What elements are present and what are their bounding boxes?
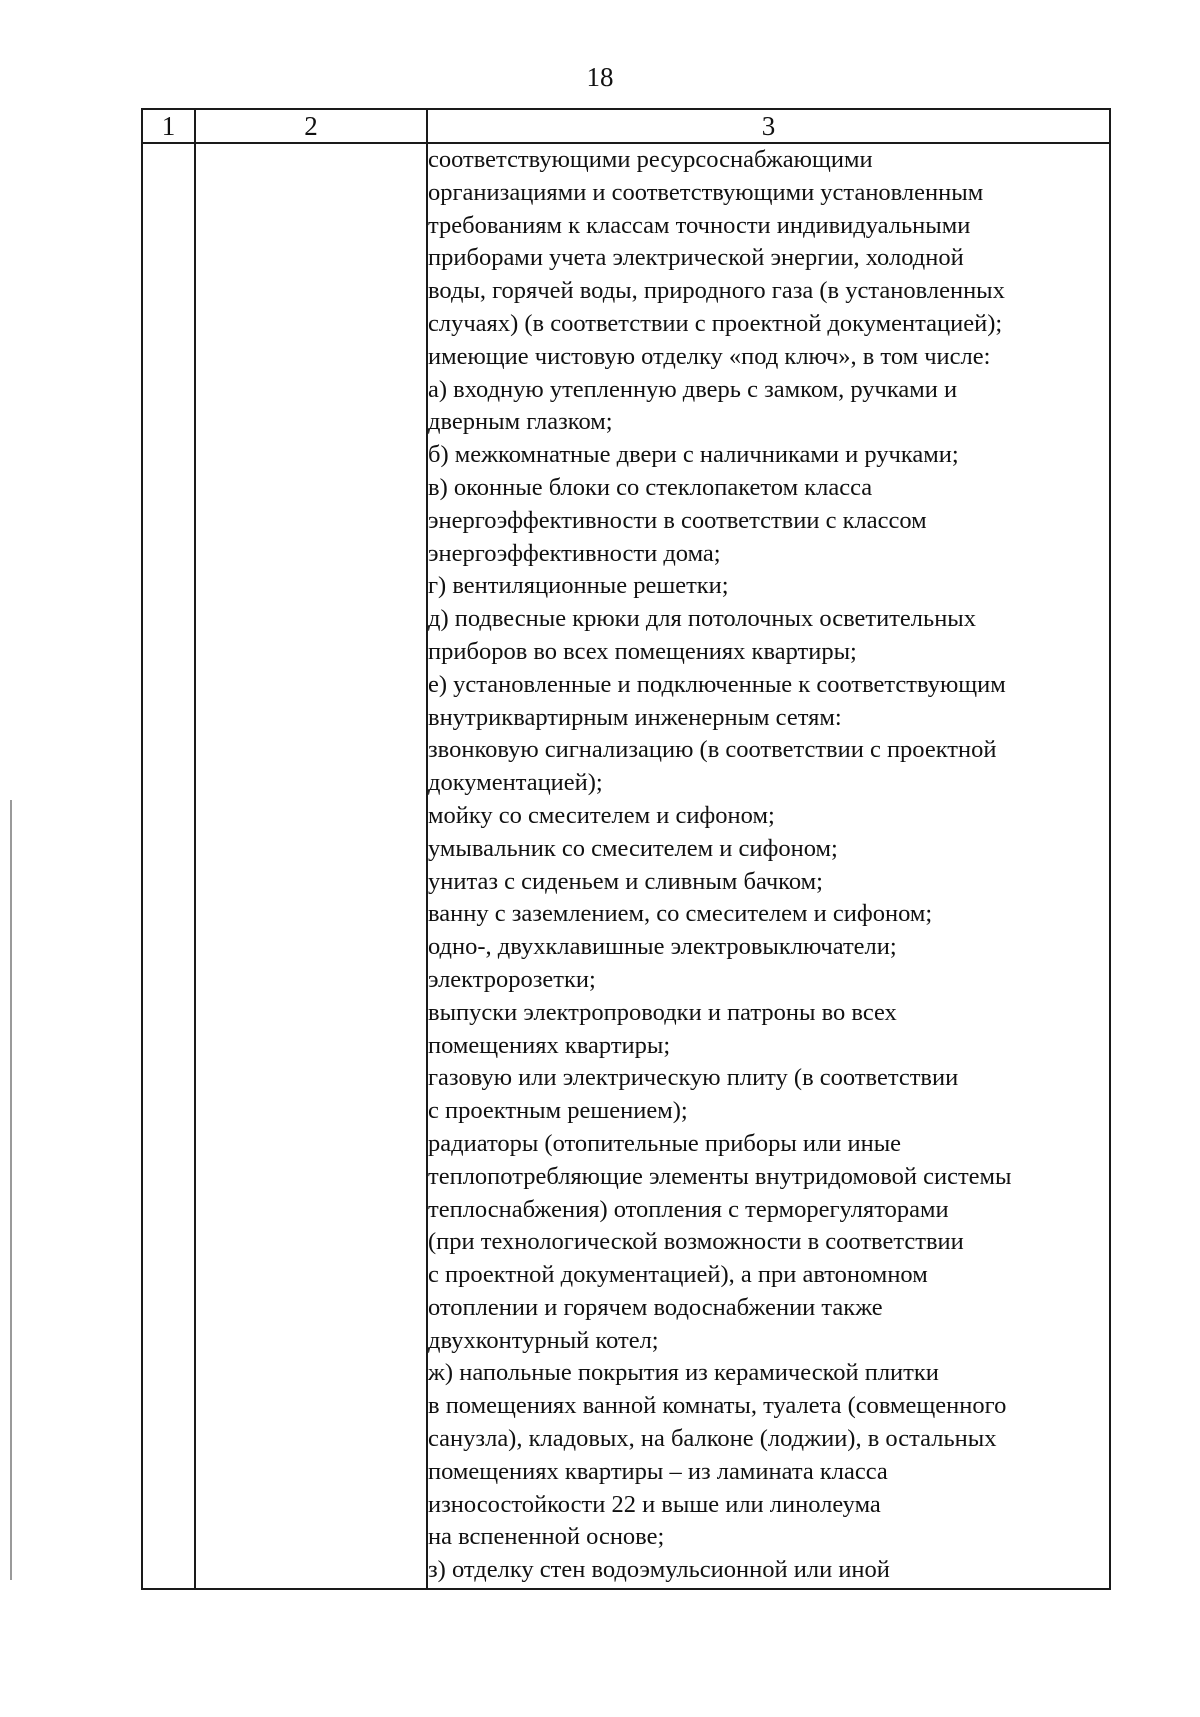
text-line: электророзетки; xyxy=(428,965,596,993)
text-line: с проектной документацией), а при автономном xyxy=(428,1261,928,1289)
text-line: требованиям к классам точности индивидуальными xyxy=(428,211,971,239)
text-line: с проектным решением); xyxy=(428,1097,688,1125)
text-line: дверным глазком; xyxy=(428,408,613,436)
text-line: радиаторы (отопительные приборы или иные xyxy=(428,1129,902,1157)
text-line: на вспененной основе; xyxy=(428,1523,665,1551)
text-line: звонковую сигнализацию (в соответствии с проектной xyxy=(428,736,997,764)
header-col-2: 2 xyxy=(195,109,427,143)
text-line: г) вентиляционные решетки; xyxy=(428,572,729,600)
header-col-3: 3 xyxy=(427,109,1110,143)
text-line: газовую или электрическую плиту (в соответствии xyxy=(428,1064,959,1092)
cell-col-3 xyxy=(427,143,1110,1589)
text-line: помещениях квартиры – из ламината класса xyxy=(428,1457,888,1485)
text-line: (при технологической возможности в соответствии xyxy=(428,1228,964,1256)
text-line: в) оконные блоки со стеклопакетом класса xyxy=(428,473,873,501)
text-line: унитаз с сиденьем и сливным бачком; xyxy=(428,867,823,895)
text-line: энергоэффективности дома; xyxy=(428,539,721,567)
text-line: соответствующими ресурсоснабжающими xyxy=(428,146,873,173)
scan-edge-line xyxy=(10,800,12,1580)
text-line: в помещениях ванной комнаты, туалета (совмещенного xyxy=(428,1392,1007,1420)
text-line: двухконтурный котел; xyxy=(428,1326,659,1354)
text-line: документацией); xyxy=(428,769,603,797)
text-line: б) межкомнатные двери с наличниками и ручками; xyxy=(428,441,959,469)
text-line: ванну с заземлением, со смесителем и сифоном; xyxy=(428,900,933,928)
text-line: мойку со смесителем и сифоном; xyxy=(428,801,775,829)
text-line: е) установленные и подключенные к соответствующим xyxy=(428,670,1006,698)
text-line: умывальник со смесителем и сифоном; xyxy=(428,834,838,862)
text-line: теплоснабжения) отопления с терморегуляторами xyxy=(428,1195,949,1223)
text-line: энергоэффективности в соответствии с классом xyxy=(428,506,927,534)
text-line: приборами учета электрической энергии, холодной xyxy=(428,244,964,272)
cell-col-1 xyxy=(142,143,195,1589)
text-line: теплопотребляющие элементы внутридомовой системы xyxy=(428,1162,1012,1190)
text-line: выпуски электропроводки и патроны во всех xyxy=(428,998,897,1026)
header-col-1: 1 xyxy=(142,109,195,143)
text-line: воды, горячей воды, природного газа (в установленных xyxy=(428,277,1005,305)
text-line: организациями и соответствующими установленным xyxy=(428,178,984,206)
text-line: помещениях квартиры; xyxy=(428,1031,671,1059)
text-line: износостойкости 22 и выше или линолеума xyxy=(428,1490,881,1518)
table-header-row xyxy=(142,109,1110,143)
text-line: санузла), кладовых, на балконе (лоджии), в остальных xyxy=(428,1425,997,1453)
text-line: ж) напольные покрытия из керамической плитки xyxy=(428,1359,939,1387)
requirements-text xyxy=(428,144,1109,1587)
document-table xyxy=(141,108,1111,1590)
cell-col-2 xyxy=(195,143,427,1589)
page-number: 18 xyxy=(586,62,614,92)
text-line: отоплении и горячем водоснабжении также xyxy=(428,1293,883,1321)
text-line: з) отделку стен водоэмульсионной или иной xyxy=(428,1556,890,1584)
text-line: одно-, двухклавишные электровыключатели; xyxy=(428,933,897,961)
text-line: д) подвесные крюки для потолочных осветительных xyxy=(428,605,977,633)
text-line: случаях) (в соответствии с проектной документацией); xyxy=(428,309,1003,337)
text-line: имеющие чистовую отделку «под ключ», в том числе: xyxy=(428,342,991,370)
text-line: внутриквартирным инженерным сетям: xyxy=(428,703,842,731)
table-body-row xyxy=(142,143,1110,1589)
text-line: приборов во всех помещениях квартиры; xyxy=(428,637,857,665)
text-line: а) входную утепленную дверь с замком, ручками и xyxy=(428,375,958,403)
